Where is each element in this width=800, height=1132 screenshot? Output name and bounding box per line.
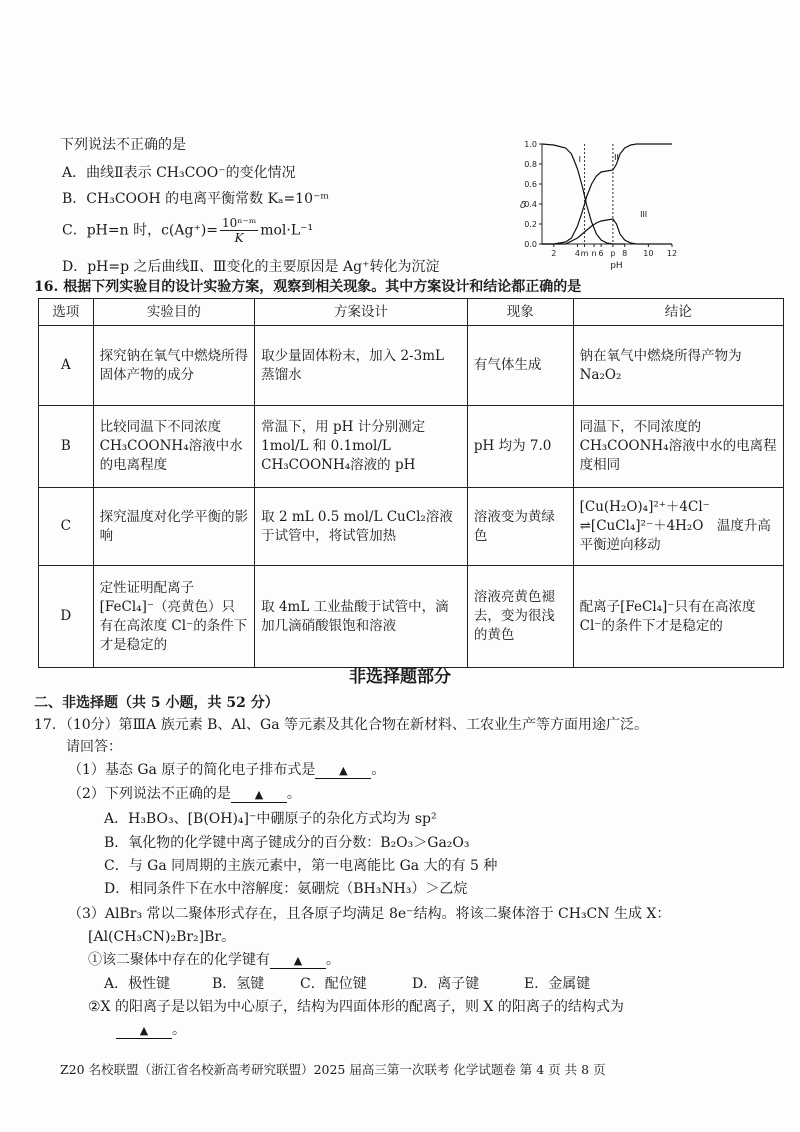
q17-part3-line1: （3）AlBr₃ 常以二聚体形式存在，且各原子均满足 8e⁻结构。将该二聚体溶于 CH₃CN 生成 X： bbox=[68, 906, 671, 922]
q17-part2 bbox=[68, 785, 301, 803]
q15-option-a: A．曲线Ⅱ表示 CH₃COO⁻的变化情况 bbox=[62, 165, 296, 181]
series-label-III: III bbox=[640, 210, 648, 219]
row-design: 取少量固体粉末，加入 2-3mL 蒸馏水 bbox=[255, 326, 468, 406]
x-axis-label: pH bbox=[610, 261, 623, 271]
q17-part1-text: （1）基态 Ga 原子的简化电子排布式是 bbox=[68, 762, 316, 778]
q17-sub1-options bbox=[104, 975, 590, 993]
choice-b: B．氢键 bbox=[212, 976, 265, 992]
row-design: 取 4mL 工业盐酸于试管中，滴加几滴硝酸银饱和溶液 bbox=[255, 566, 468, 668]
row-design: 取 2 mL 0.5 mol/L CuCl₂溶液于试管中，将试管加热 bbox=[255, 488, 468, 566]
q17-p2-option-b: B．氧化物的化学键中离子键成分的百分数：B₂O₃＞Ga₂O₃ bbox=[104, 835, 470, 851]
x-tick-label: 6 bbox=[598, 249, 604, 258]
fraction-numerator: 10ⁿ⁻ᵐ bbox=[222, 216, 257, 230]
page-footer: Z20 名校联盟（浙江省名校新高考研究联盟）2025 届高三第一次联考 化学试题卷 第 4 页 共 8 页 bbox=[60, 1062, 606, 1077]
x-tick-label: 4 bbox=[574, 249, 581, 258]
y-tick-label: 0.8 bbox=[524, 160, 537, 169]
x-tick-label: 2 bbox=[551, 249, 557, 258]
row-purpose: 比较同温下不同浓度 CH₃COONH₄溶液中水的电离程度 bbox=[93, 406, 255, 488]
q17-part3-sub2-answer bbox=[116, 1021, 186, 1039]
series-label-II: II bbox=[614, 153, 619, 162]
table-row bbox=[39, 406, 784, 488]
row-option: D bbox=[39, 566, 94, 668]
y-tick-label: 0.6 bbox=[524, 180, 537, 189]
header-phenomenon: 现象 bbox=[467, 299, 573, 326]
q17-part3-line2: [Al(CH₃CN)₂Br₂]Br。 bbox=[88, 929, 236, 945]
header-conclusion: 结论 bbox=[573, 299, 783, 326]
series-line-I bbox=[542, 144, 625, 244]
y-axis-label: δ bbox=[520, 200, 527, 211]
x-tick-label: 12 bbox=[666, 249, 678, 258]
table-row bbox=[39, 326, 784, 406]
period: 。 bbox=[326, 952, 340, 968]
row-phenomenon: pH 均为 7.0 bbox=[467, 406, 573, 488]
q17-part1 bbox=[68, 761, 385, 779]
period: 。 bbox=[172, 1022, 186, 1038]
q15-unit: mol·L⁻¹ bbox=[260, 222, 314, 239]
row-option: B bbox=[39, 406, 94, 488]
q15-option-d: D．pH=p 之后曲线Ⅱ、Ⅲ变化的主要原因是 Ag⁺转化为沉淀 bbox=[62, 259, 440, 275]
q15-stem bbox=[60, 136, 186, 154]
q17-please: 请回答： bbox=[66, 739, 122, 755]
choice-a: A．极性键 bbox=[104, 976, 171, 992]
row-conclusion: 同温下，不同浓度的 CH₃COONH₄溶液中水的电离程度相同 bbox=[573, 406, 783, 488]
row-phenomenon: 有气体生成 bbox=[467, 326, 573, 406]
q15-option-c bbox=[62, 216, 313, 245]
row-option: A bbox=[39, 326, 94, 406]
period: 。 bbox=[371, 762, 386, 778]
q17-sub1-text: ①该二聚体中存在的化学键有 bbox=[88, 952, 270, 968]
q17-part3-sub2: ②X 的阳离子是以铝为中心原子，结构为四面体形的配离子，则 X 的阳离子的结构式为 bbox=[88, 999, 624, 1015]
header-option: 选项 bbox=[39, 299, 94, 326]
fraction-denominator: K bbox=[234, 231, 244, 245]
row-conclusion: 钠在氧气中燃烧所得产物为 Na₂O₂ bbox=[573, 326, 783, 406]
y-tick-label: 0.0 bbox=[524, 240, 537, 249]
x-tick-label: 8 bbox=[622, 249, 628, 258]
x-tick-label: 10 bbox=[643, 249, 654, 258]
row-design: 常温下，用 pH 计分别测定 1mol/L 和 0.1mol/L CH₃COONH₄溶液的 pH bbox=[255, 406, 468, 488]
choice-e: E．金属键 bbox=[524, 976, 591, 992]
section-title: 非选择题部分 bbox=[349, 667, 451, 687]
row-purpose: 定性证明配离子[FeCl₄]⁻（亮黄色）只有在高浓度 Cl⁻的条件下才是稳定的 bbox=[93, 566, 255, 668]
q16-table bbox=[38, 298, 784, 668]
table-header-row bbox=[39, 299, 784, 326]
answer-blank[interactable]: ▲ bbox=[315, 764, 371, 779]
answer-blank[interactable]: ▲ bbox=[116, 1024, 172, 1039]
series-line-II bbox=[542, 144, 672, 244]
q15-fraction bbox=[220, 216, 258, 245]
series-line-III bbox=[542, 219, 672, 244]
x-tick-label: n bbox=[591, 249, 597, 258]
table-row bbox=[39, 566, 784, 668]
header-purpose: 实验目的 bbox=[93, 299, 255, 326]
period: 。 bbox=[286, 786, 301, 802]
q15-stem-text: 下列说法不正确的是 bbox=[60, 137, 186, 153]
q17-part3-sub1 bbox=[88, 951, 340, 969]
q17-part2-text: （2）下列说法不正确的是 bbox=[68, 786, 231, 802]
row-conclusion: 配离子[FeCl₄]⁻只有在高浓度 Cl⁻的条件下才是稳定的 bbox=[573, 566, 783, 668]
answer-blank[interactable]: ▲ bbox=[231, 788, 287, 803]
q17-p2-option-a: A．H₃BO₃、[B(OH)₄]⁻中硼原子的杂化方式均为 sp² bbox=[104, 811, 437, 827]
x-tick-label: p bbox=[610, 249, 616, 258]
choice-c: C．配位键 bbox=[300, 976, 367, 992]
table-row bbox=[39, 488, 784, 566]
row-conclusion: [Cu(H₂O)₄]²⁺＋4Cl⁻ ⇌[CuCl₄]²⁻＋4H₂O 温度升高平衡逆向移动 bbox=[573, 488, 783, 566]
header-design: 方案设计 bbox=[255, 299, 468, 326]
choice-d: D．离子键 bbox=[412, 976, 480, 992]
q17-p2-option-c: C．与 Ga 同周期的主族元素中，第一电离能比 Ga 大的有 5 种 bbox=[104, 858, 498, 874]
row-phenomenon: 溶液变为黄绿色 bbox=[467, 488, 573, 566]
q16-stem: 16. 根据下列实验目的设计实验方案，观察到相关现象。其中方案设计和结论都正确的是 bbox=[34, 279, 582, 295]
row-phenomenon: 溶液亮黄色褪去，变为很浅的黄色 bbox=[467, 566, 573, 668]
answer-blank[interactable]: ▲ bbox=[270, 954, 326, 969]
row-option: C bbox=[39, 488, 94, 566]
row-purpose: 探究温度对化学平衡的影响 bbox=[93, 488, 255, 566]
row-purpose: 探究钠在氧气中燃烧所得固体产物的成分 bbox=[93, 326, 255, 406]
distribution-chart bbox=[512, 134, 682, 274]
x-tick-label: m bbox=[580, 249, 589, 258]
q15-option-b: B．CH₃COOH 的电离平衡常数 Kₐ=10⁻ᵐ bbox=[62, 191, 329, 207]
series-label-I: I bbox=[578, 155, 581, 164]
q17-intro: 17．（10分）第ⅢA 族元素 B、Al、Ga 等元素及其化合物在新材料、工农业生产等方面用途广泛。 bbox=[34, 717, 648, 733]
y-tick-label: 0.2 bbox=[524, 220, 537, 229]
y-tick-label: 0.4 bbox=[524, 200, 537, 209]
y-tick-label: 1.0 bbox=[524, 140, 537, 149]
q15-option-c-text: C．pH=n 时，c(Ag⁺)= bbox=[62, 222, 219, 239]
section-part: 二、非选择题（共 5 小题，共 52 分） bbox=[34, 695, 279, 711]
q17-p2-option-d: D．相同条件下在水中溶解度：氨硼烷（BH₃NH₃）＞乙烷 bbox=[104, 881, 468, 897]
